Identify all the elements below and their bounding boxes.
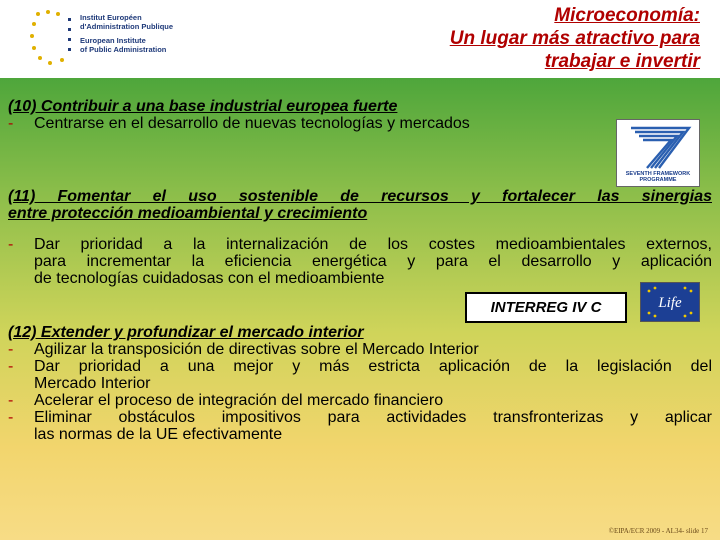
eipa-logo	[28, 8, 198, 70]
item-text: Centrarse en el desarrollo de nuevas tecnologías y mercados	[34, 115, 470, 132]
list-item	[8, 236, 712, 287]
slide-title	[450, 4, 700, 73]
life-logo-icon	[641, 283, 699, 321]
bullet-dash: -	[8, 341, 14, 358]
title-line: Microeconomía:	[554, 5, 700, 26]
section-heading: entre protección medioambiental y crecimiento	[8, 205, 368, 222]
item-text: Acelerar el proceso de integración del mercado financiero	[34, 392, 444, 409]
bullet-dash: -	[8, 358, 14, 375]
slide-footer: ©EIPA/ECR 2009 - AL34- slide 17	[608, 527, 708, 535]
seventh-framework-icon	[617, 120, 699, 172]
list-item	[8, 409, 712, 443]
item-text: Dar prioridad a la internalización de los costes medioambientales externos,	[34, 236, 712, 253]
bullet-dash: -	[8, 409, 14, 426]
section-heading: (11) Fomentar el uso sostenible de recursos y fortalecer las sinergias	[8, 188, 712, 205]
logo-line: Institut Européen	[80, 13, 142, 22]
logo-line: of Public Administration	[80, 44, 167, 54]
list-item	[8, 392, 712, 409]
logo-line: European Institute	[80, 36, 146, 45]
fp7-text: SEVENTH FRAMEWORK	[625, 171, 691, 177]
section-heading: (10) Contribuir a una base industrial europea fuerte	[8, 98, 398, 115]
bullet-dash: -	[8, 392, 14, 409]
interreg-badge: INTERREG IV C	[465, 292, 627, 323]
item-text: para incrementar la eficiencia energética y para el desarrollo y aplicación	[34, 253, 712, 270]
section-12	[8, 324, 712, 443]
bullet-dash: -	[8, 236, 14, 253]
life-logo-text: Life	[658, 295, 682, 311]
fp7-logo	[616, 119, 700, 187]
item-text: Eliminar obstáculos impositivos para actividades transfronterizas y aplicar	[34, 409, 712, 426]
list-item	[8, 358, 712, 392]
item-text: Mercado Interior	[34, 375, 151, 392]
item-text: de tecnologías cuidadosas con el medioambiente	[34, 270, 385, 287]
list-item	[8, 115, 608, 132]
life-logo	[640, 282, 700, 322]
list-item	[8, 341, 712, 358]
header	[0, 0, 720, 78]
section-11	[8, 188, 712, 287]
section-heading: (12) Extender y profundizar el mercado interior	[8, 324, 364, 341]
item-text: Agilizar la transposición de directivas sobre el Mercado Interior	[34, 341, 479, 358]
title-line: trabajar e invertir	[544, 51, 700, 72]
section-10	[8, 98, 608, 132]
logo-line: d'Administration Publique	[80, 21, 174, 31]
bullet-dash: -	[8, 115, 14, 132]
item-text: Dar prioridad a una mejor y más estricta aplicación de la legislación del	[34, 358, 712, 375]
title-line: Un lugar más atractivo para	[449, 28, 700, 49]
eu-stars-icon	[28, 8, 76, 68]
fp7-text: PROGRAMME	[639, 177, 677, 183]
item-text: las normas de la UE efectivamente	[34, 426, 283, 443]
slide-body	[0, 78, 720, 540]
